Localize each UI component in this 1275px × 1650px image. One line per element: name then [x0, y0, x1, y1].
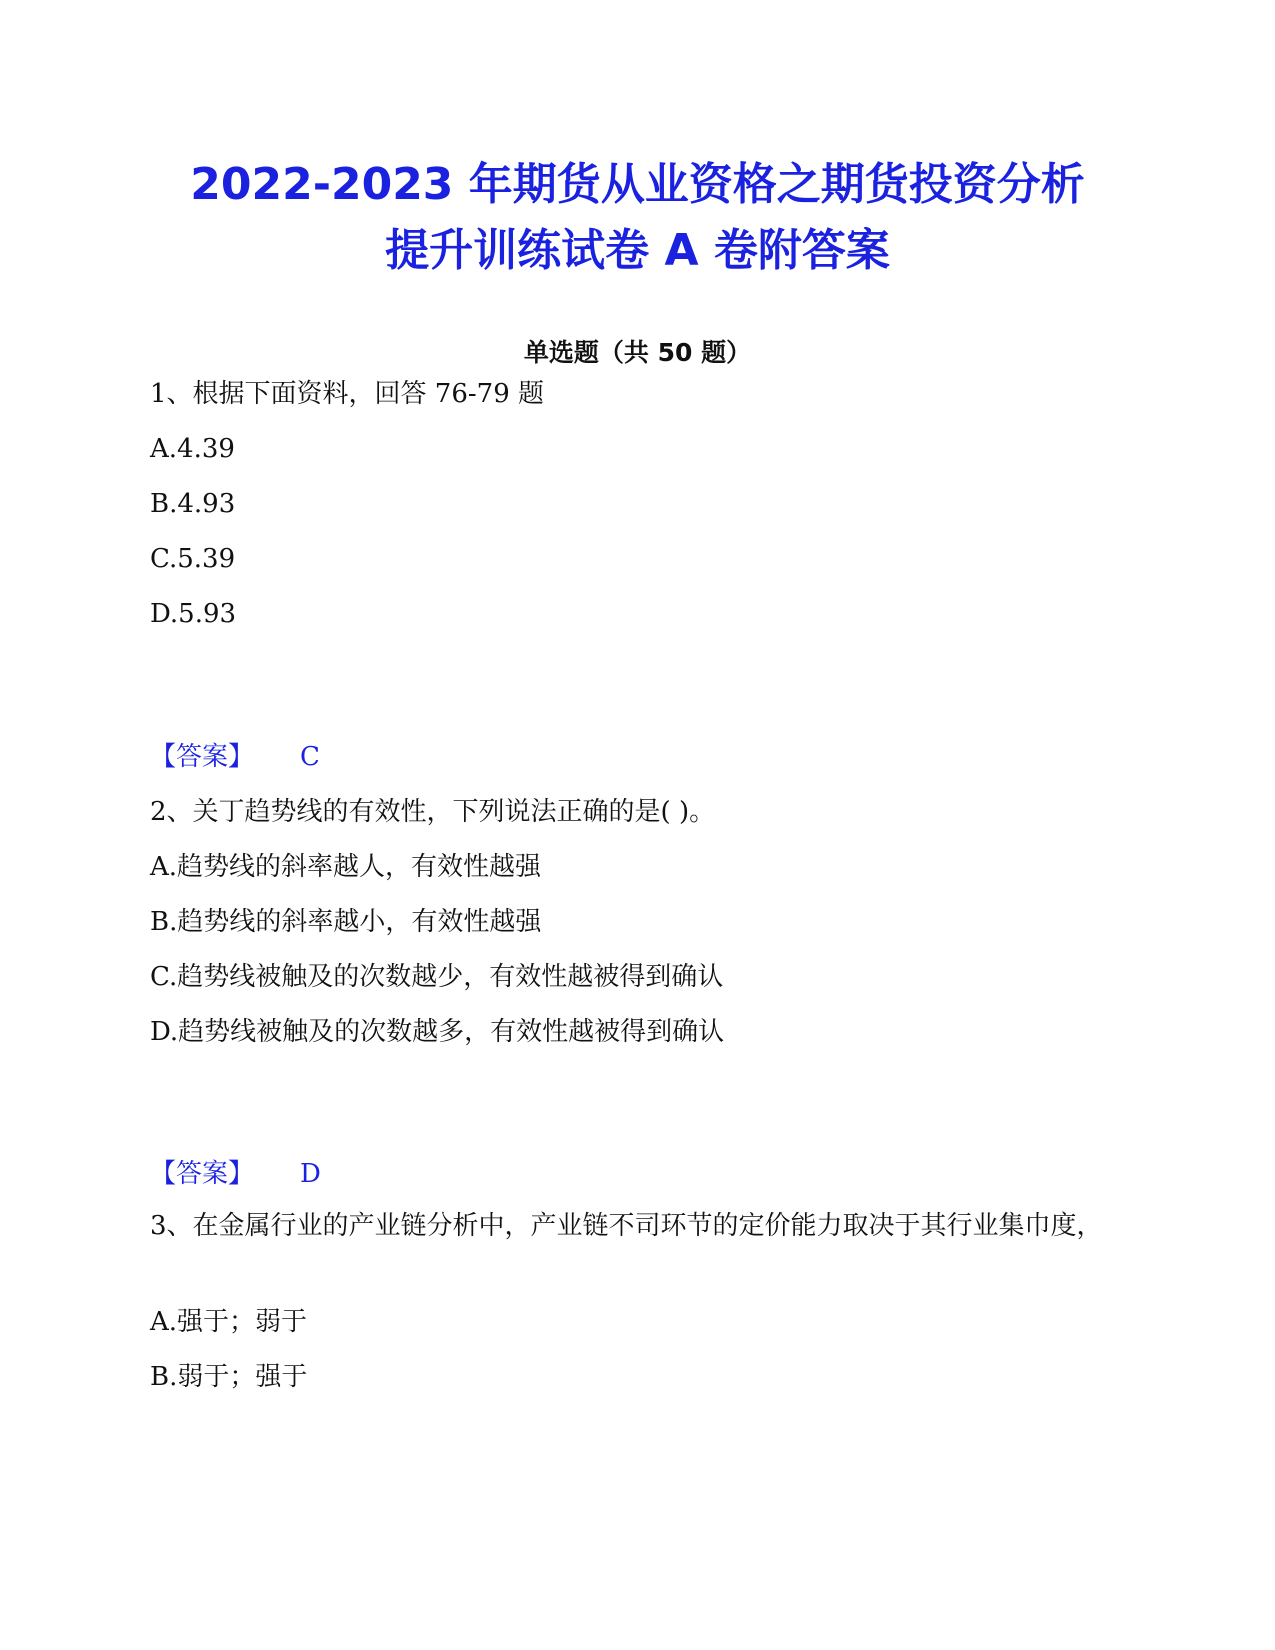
question-1-answer — [150, 740, 320, 774]
document-title — [100, 152, 1175, 284]
answer-value: D — [300, 1159, 321, 1189]
answer-value: C — [300, 742, 320, 772]
answer-label: 【答案】 — [150, 742, 255, 772]
question-1-option-a: A.4.39 — [150, 434, 235, 464]
question-3-text: 3、在金属行业的产业链分析中，产业链不司环节的定价能力取决于其行业集巾度， — [150, 1211, 1103, 1241]
question-2-option-c: C.趋势线被触及的次数越少，有效性越被得到确认 — [150, 962, 724, 992]
document-title-line-1: 2022-2023 年期货从业资格之期货投资分析 — [190, 159, 1085, 210]
question-2-option-a: A.趋势线的斜率越人，有效性越强 — [150, 852, 542, 882]
question-1-text: 1、根据下面资料，回答 76-79 题 — [150, 379, 545, 409]
question-2-answer — [150, 1157, 321, 1191]
question-2-text: 2、关丁趋势线的有效性，下列说法正确的是( )。 — [150, 797, 716, 827]
document-title-line-2: 提升训练试卷 A 卷附答案 — [385, 225, 890, 276]
question-1-option-b: B.4.93 — [150, 489, 236, 519]
question-3-option-b: B.弱于；强于 — [150, 1362, 308, 1392]
question-1-option-c: C.5.39 — [150, 544, 236, 574]
question-2-option-d: D.趋势线被触及的次数越多，有效性越被得到确认 — [150, 1017, 725, 1047]
answer-label: 【答案】 — [150, 1159, 255, 1189]
question-3-option-a: A.强于；弱于 — [150, 1307, 308, 1337]
question-2-option-b: B.趋势线的斜率越小，有效性越强 — [150, 907, 542, 937]
section-heading: 单选题（共 50 题） — [523, 338, 752, 367]
question-1-option-d: D.5.93 — [150, 599, 237, 629]
